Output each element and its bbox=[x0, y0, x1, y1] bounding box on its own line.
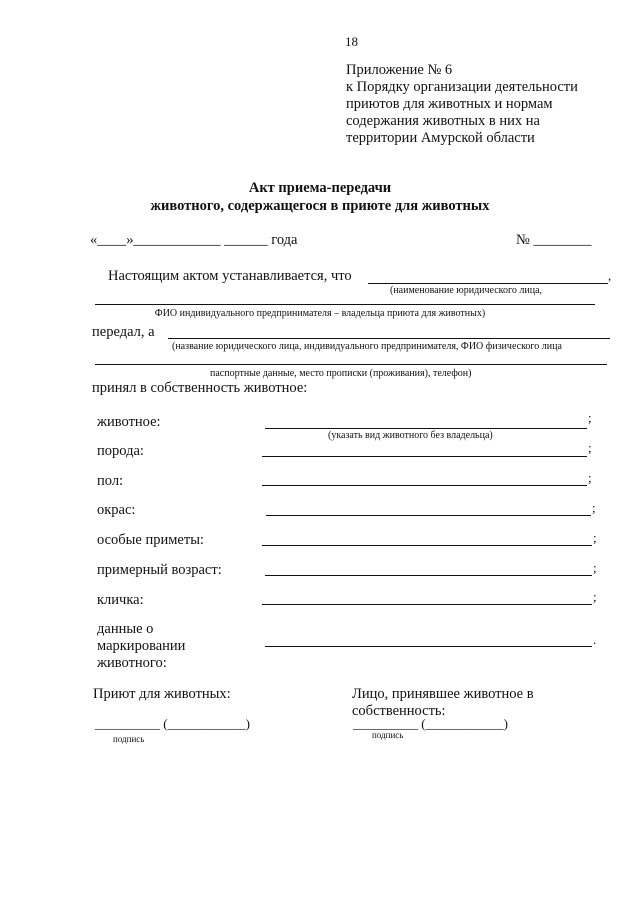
field-label-marking: маркировании bbox=[97, 638, 186, 654]
color-input-line[interactable] bbox=[266, 515, 591, 516]
page-number: 18 bbox=[345, 34, 358, 49]
transferred-label: передал, а bbox=[92, 324, 155, 340]
title-line: животного, содержащегося в приюте для животных bbox=[150, 198, 490, 214]
owner-fio-line[interactable] bbox=[95, 304, 595, 305]
appendix-line: Приложение № 6 bbox=[346, 62, 453, 78]
age-input-line[interactable] bbox=[265, 575, 592, 576]
passport-line[interactable] bbox=[95, 364, 607, 365]
field-label-age: примерный возраст: bbox=[97, 562, 222, 578]
intro-text: Настоящим актом устанавливается, что bbox=[108, 268, 352, 284]
semicolon: ; bbox=[593, 560, 597, 575]
recipient-signature-field[interactable]: __________ (____________) bbox=[353, 716, 508, 731]
animal-type-caption: (указать вид животного без владельца) bbox=[328, 430, 493, 441]
recipient-signature-label: Лицо, принявшее животное в bbox=[352, 686, 534, 702]
field-label-animal: животное: bbox=[97, 414, 161, 430]
title-line: Акт приема-передачи bbox=[248, 180, 392, 196]
field-label-marking: животного: bbox=[97, 655, 167, 671]
period: . bbox=[593, 632, 597, 647]
appendix-line: к Порядку организации деятельности bbox=[346, 79, 578, 95]
semicolon: ; bbox=[592, 500, 596, 515]
semicolon: ; bbox=[593, 589, 597, 604]
semicolon: ; bbox=[593, 530, 597, 545]
semicolon: ; bbox=[588, 470, 592, 485]
semicolon: ; bbox=[588, 410, 592, 425]
legal-name-line[interactable] bbox=[368, 283, 608, 284]
shelter-signature-label: Приют для животных: bbox=[93, 686, 231, 702]
marking-input-line[interactable] bbox=[265, 646, 592, 647]
owner-fio-caption: ФИО индивидуального предпринимателя – владельца приюта для животных) bbox=[154, 308, 486, 319]
accepted-label: принял в собственность животное: bbox=[92, 380, 308, 396]
field-label-marks: особые приметы: bbox=[97, 532, 204, 548]
field-label-nickname: кличка: bbox=[97, 592, 144, 608]
date-field[interactable]: «____»____________ ______ года bbox=[90, 232, 298, 248]
comma: , bbox=[608, 268, 612, 283]
breed-input-line[interactable] bbox=[262, 456, 587, 457]
recipient-signature-label: собственность: bbox=[352, 703, 446, 719]
appendix-line: территории Амурской области bbox=[346, 130, 535, 146]
legal-name-caption: (наименование юридического лица, bbox=[390, 285, 543, 296]
recipient-caption: (название юридического лица, индивидуального предпринимателя, ФИО физического лица bbox=[172, 341, 562, 352]
appendix-line: содержания животных в них на bbox=[346, 113, 540, 129]
field-label-color: окрас: bbox=[97, 502, 136, 518]
field-label-sex: пол: bbox=[97, 473, 124, 489]
animal-input-line[interactable] bbox=[265, 428, 587, 429]
recipient-line[interactable] bbox=[168, 338, 610, 339]
act-number-field[interactable]: № ________ bbox=[516, 232, 592, 248]
passport-caption: паспортные данные, место прописки (проживания), телефон) bbox=[210, 368, 472, 379]
marks-input-line[interactable] bbox=[262, 545, 592, 546]
shelter-signature-caption: подпись bbox=[113, 734, 145, 744]
recipient-signature-caption: подпись bbox=[372, 730, 404, 740]
field-label-breed: порода: bbox=[97, 443, 144, 459]
appendix-line: приютов для животных и нормам bbox=[346, 96, 553, 112]
semicolon: ; bbox=[588, 440, 592, 455]
sex-input-line[interactable] bbox=[262, 485, 587, 486]
shelter-signature-field[interactable]: __________ (____________) bbox=[95, 716, 250, 731]
field-label-marking: данные о bbox=[97, 621, 154, 637]
nickname-input-line[interactable] bbox=[262, 604, 592, 605]
